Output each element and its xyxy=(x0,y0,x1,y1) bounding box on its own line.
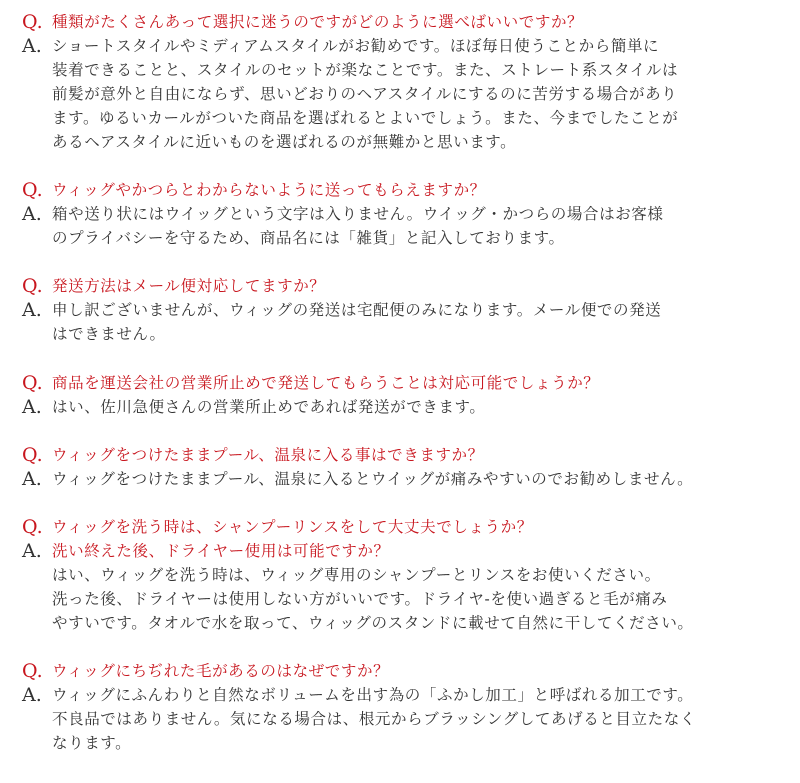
faq-question xyxy=(0,10,800,34)
answer-marker: A. xyxy=(22,540,42,562)
question-text: ウィッグにちぢれた毛があるのはなぜですか？ xyxy=(52,662,390,680)
question-text: 商品を運送会社の営業所止めで発送してもらうことは対応可能でしょうか？ xyxy=(52,374,600,392)
faq-answer xyxy=(0,202,800,250)
faq-answer xyxy=(0,34,800,154)
answer-line: ショートスタイルやミディアムスタイルがお勧めです。ほぼ毎日使うことから簡単に xyxy=(52,37,660,55)
question-marker: Q. xyxy=(22,179,43,201)
answer-line: なります。 xyxy=(52,734,132,752)
faq-answer xyxy=(0,395,800,419)
answer-line: 箱や送り状にはウイッグという文字は入りません。ウイッグ・かつらの場合はお客様 xyxy=(52,205,664,223)
question-text: ウィッグやかつらとわからないように送ってもらえますか？ xyxy=(52,181,486,199)
answer-line: やすいです。タオルで水を取って、ウィッグのスタンドに載せて自然に干してください。 xyxy=(52,614,694,632)
question-marker: Q. xyxy=(22,372,43,394)
answer-line: はい、佐川急便さんの営業所止めであれば発送ができます。 xyxy=(52,398,486,416)
answer-line: 申し訳ございませんが、ウィッグの発送は宅配便のみになります。メール便での発送 xyxy=(52,301,662,319)
faq-question xyxy=(0,178,800,202)
question-text: 発送方法はメール便対応してますか？ xyxy=(52,277,326,295)
question-marker: Q. xyxy=(22,275,43,297)
question-marker: Q. xyxy=(22,516,43,538)
question-marker: Q. xyxy=(22,444,43,466)
answer-line: あるヘアスタイルに近いものを選ばれるのが無難かと思います。 xyxy=(52,133,517,151)
question-text: ウィッグを洗う時は、シャンプーリンスをして大丈夫でしょうか？ xyxy=(52,518,533,536)
faq-question xyxy=(0,443,800,467)
answer-line: ウィッグにふんわりと自然なボリュームを出す為の「ふかし加工」と呼ばれる加工です。 xyxy=(52,686,694,704)
answer-marker: A. xyxy=(22,684,42,706)
faq-item xyxy=(0,10,800,154)
faq-question xyxy=(0,274,800,298)
faq-item xyxy=(0,443,800,491)
faq-item xyxy=(0,371,800,419)
answer-line: のプライバシーを守るため、商品名には「雑貨」と記入しております。 xyxy=(52,229,565,247)
faq-answer xyxy=(0,298,800,346)
faq-question xyxy=(0,371,800,395)
answer-line: 前髪が意外と自由にならず、思いどおりのヘアスタイルにするのに苦労する場合があり xyxy=(52,85,678,103)
answer-line: ます。ゆるいカールがついた商品を選ばれるとよいでしょう。また、今までしたことが xyxy=(52,109,679,127)
answer-line: はい、ウィッグを洗う時は、ウィッグ専用のシャンプーとリンスをお使いください。 xyxy=(52,566,661,584)
answer-subquestion: 洗い終えた後、ドライヤー使用は可能ですか？ xyxy=(52,542,390,560)
answer-line: 洗った後、ドライヤーは使用しない方がいいです。ドライヤ-を使い過ぎると毛が痛み xyxy=(52,590,668,608)
question-text: ウィッグをつけたままプール、温泉に入る事はできますか？ xyxy=(52,446,484,464)
faq-question xyxy=(0,659,800,683)
answer-line: 装着できることと、スタイルのセットが楽なことです。また、ストレート系スタイルは xyxy=(52,61,679,79)
faq-answer xyxy=(0,683,800,755)
question-marker: Q. xyxy=(22,660,43,682)
faq-item xyxy=(0,515,800,635)
faq-answer xyxy=(0,539,800,635)
answer-marker: A. xyxy=(22,299,42,321)
question-text: 種類がたくさんあって選択に迷うのですがどのように選べばいいですか？ xyxy=(52,13,584,31)
answer-marker: A. xyxy=(22,468,42,490)
answer-marker: A. xyxy=(22,396,42,418)
faq-answer xyxy=(0,467,800,491)
faq-item xyxy=(0,659,800,755)
question-marker: Q. xyxy=(22,11,43,33)
faq-item xyxy=(0,274,800,346)
answer-line: 不良品ではありません。気になる場合は、根元からブラッシングしてあげると目立たなく xyxy=(52,710,696,728)
answer-line: はできません。 xyxy=(52,325,166,343)
answer-line: ウィッグをつけたままプール、温泉に入るとウイッグが痛みやすいのでお勧めしません。 xyxy=(52,470,694,488)
faq-item xyxy=(0,178,800,250)
faq-question xyxy=(0,515,800,539)
answer-marker: A. xyxy=(22,35,42,57)
answer-marker: A. xyxy=(22,203,42,225)
